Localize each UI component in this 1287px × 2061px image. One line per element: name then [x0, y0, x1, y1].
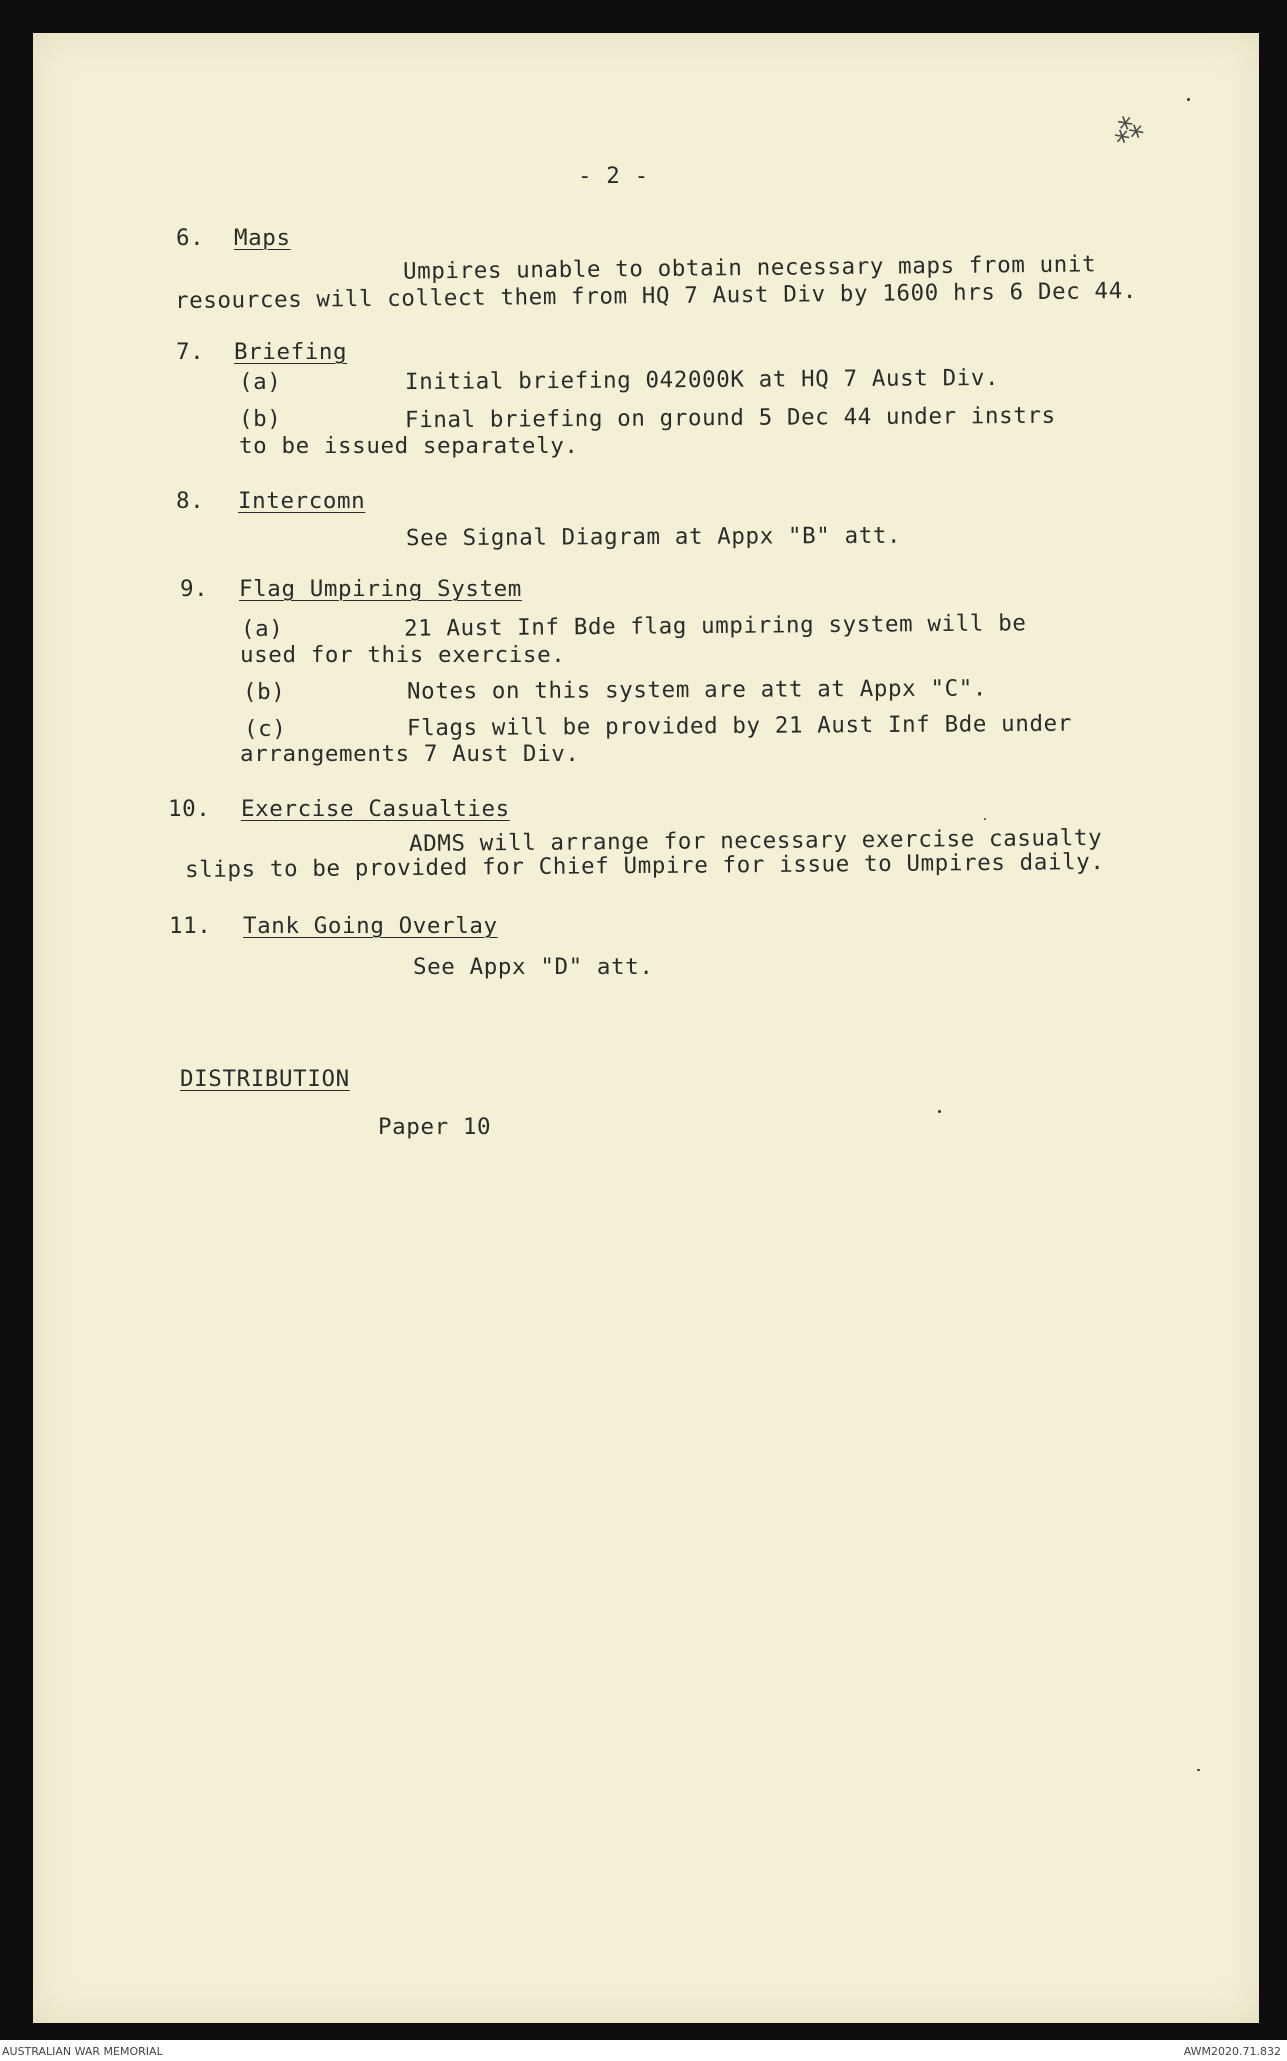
- archive-footer: [0, 2042, 1287, 2061]
- distribution-entry: Paper 10: [378, 1114, 492, 1140]
- page-number: - 2 -: [578, 163, 649, 189]
- section-9-number: 9.: [180, 576, 209, 602]
- section-7-heading: Briefing: [234, 339, 348, 365]
- section-9b-label: (b): [243, 679, 286, 705]
- section-10-line-1: ADMS will arrange for necessary exercise casualty: [408, 824, 1103, 858]
- handwritten-mark: ⁂: [1107, 108, 1149, 153]
- footer-left-label: AUSTRALIAN WAR MEMORIAL: [2, 2045, 163, 2058]
- section-8-heading: Intercomn: [238, 488, 366, 514]
- section-8-number: 8.: [176, 488, 205, 514]
- section-7-number: 7.: [176, 339, 205, 365]
- section-7b-line-1: Final briefing on ground 5 Dec 44 under instrs: [404, 402, 1056, 434]
- section-9-heading: Flag Umpiring System: [239, 576, 522, 602]
- distribution-heading: DISTRIBUTION: [180, 1066, 350, 1092]
- paper-speck: [1197, 1769, 1200, 1771]
- section-7a-line-1: Initial briefing 042000K at HQ 7 Aust Div.: [404, 364, 1000, 396]
- section-9b-line-1: Notes on this system are att at Appx "C".: [406, 675, 988, 705]
- paper-speck: [938, 1110, 941, 1113]
- section-11-heading: Tank Going Overlay: [243, 913, 498, 939]
- section-9a-line-1: 21 Aust Inf Bde flag umpiring system will be: [403, 610, 1027, 642]
- section-7b-line-2: to be issued separately.: [239, 433, 579, 459]
- section-10-number: 10.: [168, 796, 211, 822]
- section-9c-label: (c): [244, 716, 287, 742]
- section-8-line-1: See Signal Diagram at Appx "B" att.: [405, 522, 902, 552]
- section-9a-line-2: used for this exercise.: [240, 642, 566, 668]
- section-9a-label: (a): [241, 616, 284, 642]
- section-9c-line-2: arrangements 7 Aust Div.: [240, 741, 580, 767]
- paper-speck: [984, 818, 986, 820]
- section-6-line-2: resources will collect them from HQ 7 Aust Div by 1600 hrs 6 Dec 44.: [174, 277, 1138, 315]
- section-11-number: 11.: [169, 913, 212, 939]
- footer-right-label: AWM2020.71.832: [1183, 2045, 1281, 2058]
- section-10-line-2: slips to be provided for Chief Umpire for issue to Umpires daily.: [184, 848, 1105, 884]
- section-9c-line-1: Flags will be provided by 21 Aust Inf Bde under: [406, 710, 1072, 742]
- section-7a-label: (a): [239, 369, 282, 395]
- section-6-line-1: Umpires unable to obtain necessary maps from unit: [402, 251, 1097, 285]
- section-11-line-1: See Appx "D" att.: [413, 954, 654, 980]
- document-page: [33, 33, 1259, 2023]
- section-7b-label: (b): [239, 406, 282, 432]
- section-10-heading: Exercise Casualties: [241, 796, 510, 822]
- section-6-number: 6.: [176, 225, 205, 251]
- section-6-heading: Maps: [234, 225, 291, 251]
- paper-speck: [1187, 98, 1190, 101]
